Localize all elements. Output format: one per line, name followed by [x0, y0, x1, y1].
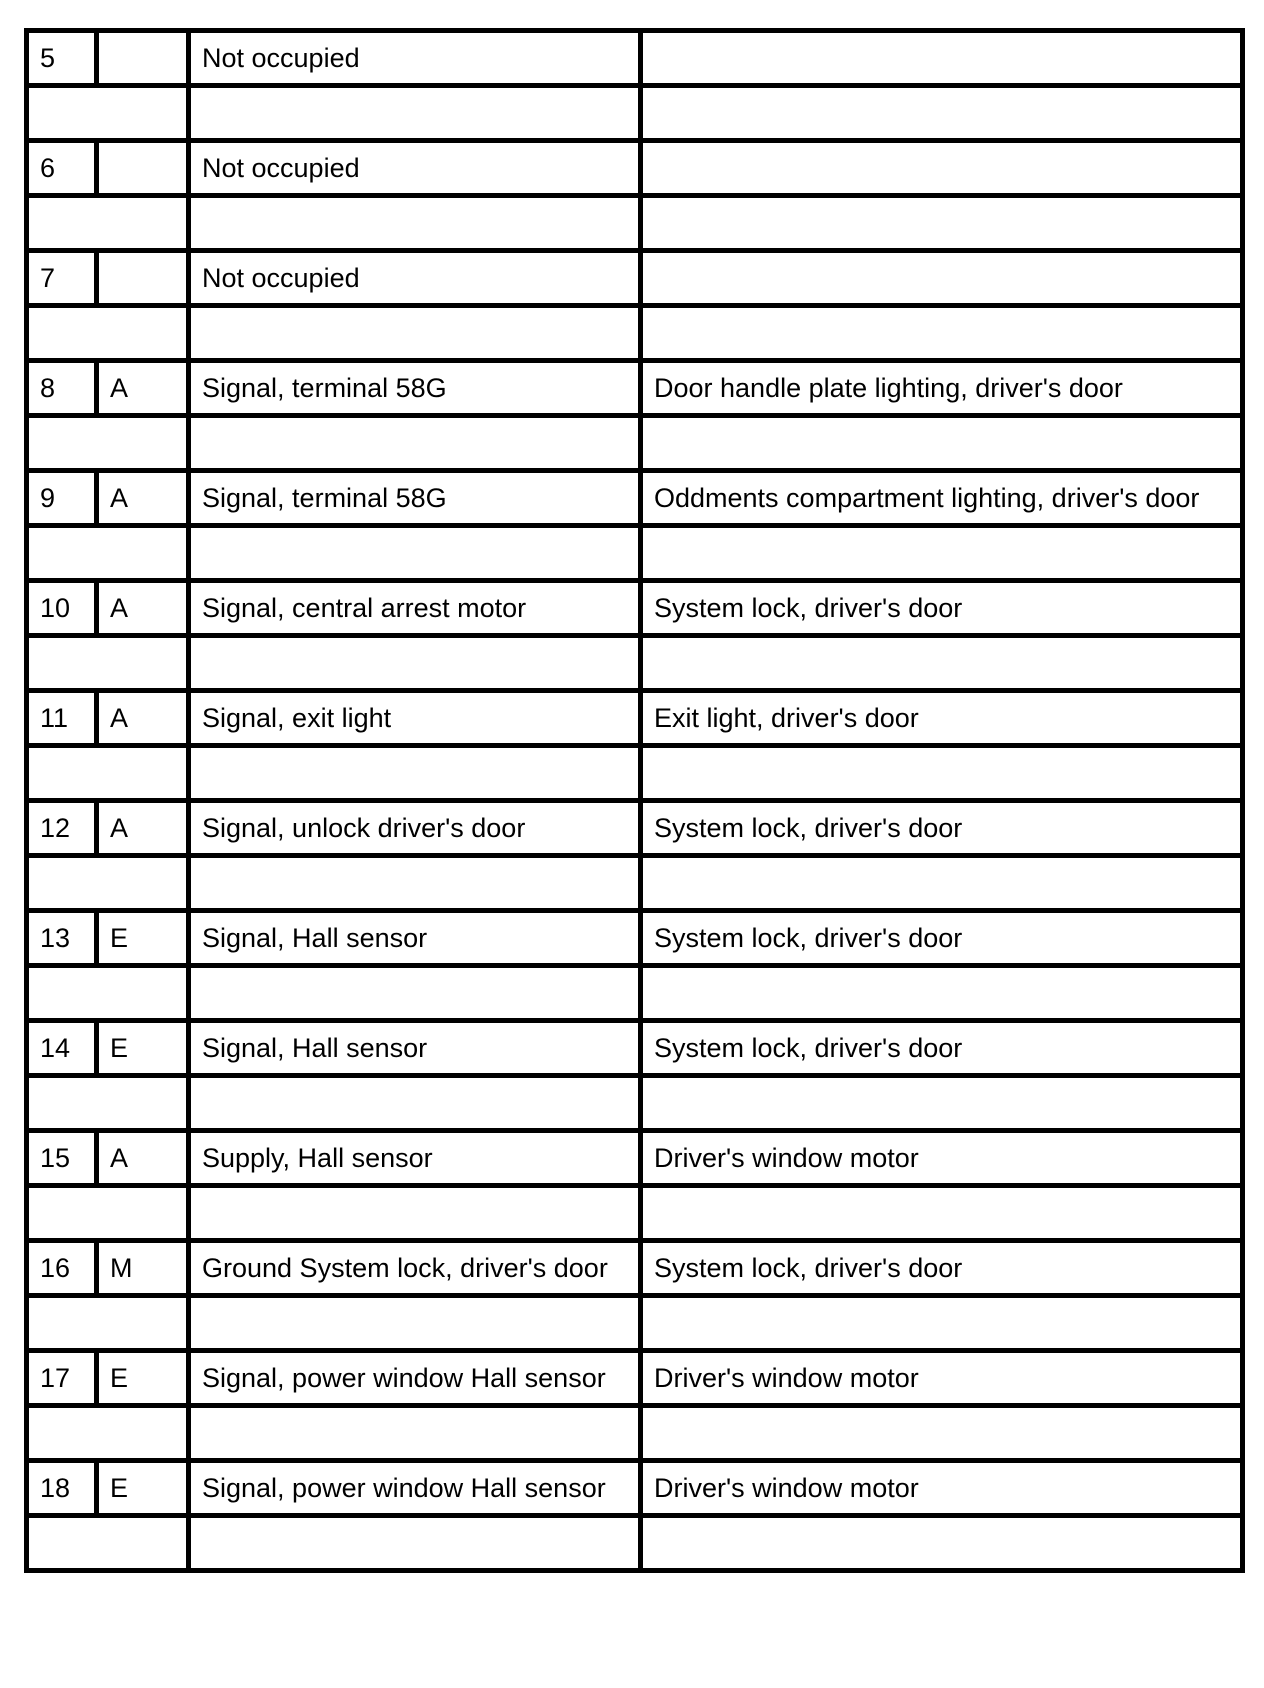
signal-cell: Supply, Hall sensor — [189, 1131, 641, 1186]
direction-cell: A — [97, 581, 189, 636]
component-cell: Driver's window motor — [641, 1351, 1243, 1406]
pin-number-cell: 18 — [27, 1461, 97, 1516]
spacer-cell — [641, 1406, 1243, 1461]
table-body — [27, 31, 1243, 1571]
table-row — [27, 1131, 1243, 1186]
component-cell: System lock, driver's door — [641, 1021, 1243, 1076]
spacer-cell — [641, 306, 1243, 361]
spacer-row — [27, 416, 1243, 471]
table-row — [27, 141, 1243, 196]
spacer-cell — [27, 966, 189, 1021]
spacer-cell — [189, 856, 641, 911]
spacer-cell — [189, 1186, 641, 1241]
component-cell: Door handle plate lighting, driver's door — [641, 361, 1243, 416]
spacer-row — [27, 1406, 1243, 1461]
spacer-cell — [27, 306, 189, 361]
spacer-row — [27, 1516, 1243, 1571]
component-cell: Oddments compartment lighting, driver's door — [641, 471, 1243, 526]
spacer-cell — [189, 526, 641, 581]
spacer-cell — [641, 1296, 1243, 1351]
spacer-row — [27, 856, 1243, 911]
spacer-cell — [189, 1406, 641, 1461]
signal-cell: Signal, central arrest motor — [189, 581, 641, 636]
spacer-cell — [189, 1296, 641, 1351]
component-cell: Driver's window motor — [641, 1461, 1243, 1516]
spacer-cell — [189, 636, 641, 691]
spacer-cell — [641, 196, 1243, 251]
component-cell — [641, 141, 1243, 196]
spacer-cell — [27, 196, 189, 251]
spacer-row — [27, 966, 1243, 1021]
pin-number-cell: 10 — [27, 581, 97, 636]
table-row — [27, 691, 1243, 746]
spacer-cell — [27, 1076, 189, 1131]
direction-cell — [97, 141, 189, 196]
spacer-row — [27, 1296, 1243, 1351]
pin-number-cell: 13 — [27, 911, 97, 966]
direction-cell: E — [97, 911, 189, 966]
spacer-cell — [189, 746, 641, 801]
spacer-row — [27, 636, 1243, 691]
spacer-row — [27, 1076, 1243, 1131]
direction-cell: E — [97, 1461, 189, 1516]
direction-cell: M — [97, 1241, 189, 1296]
pin-number-cell: 17 — [27, 1351, 97, 1406]
spacer-cell — [27, 636, 189, 691]
pin-assignment-table — [24, 28, 1245, 1573]
pin-number-cell: 6 — [27, 141, 97, 196]
direction-cell — [97, 251, 189, 306]
table-row — [27, 581, 1243, 636]
spacer-cell — [27, 1516, 189, 1571]
spacer-cell — [27, 416, 189, 471]
spacer-row — [27, 526, 1243, 581]
table-row — [27, 361, 1243, 416]
component-cell: System lock, driver's door — [641, 911, 1243, 966]
direction-cell: A — [97, 471, 189, 526]
component-cell: Exit light, driver's door — [641, 691, 1243, 746]
pin-number-cell: 16 — [27, 1241, 97, 1296]
table-row — [27, 471, 1243, 526]
spacer-cell — [189, 1516, 641, 1571]
spacer-row — [27, 1186, 1243, 1241]
direction-cell: E — [97, 1351, 189, 1406]
spacer-cell — [189, 306, 641, 361]
signal-cell: Signal, Hall sensor — [189, 1021, 641, 1076]
direction-cell: E — [97, 1021, 189, 1076]
component-cell: System lock, driver's door — [641, 801, 1243, 856]
table-row — [27, 1021, 1243, 1076]
spacer-cell — [27, 1296, 189, 1351]
component-cell — [641, 251, 1243, 306]
signal-cell: Signal, power window Hall sensor — [189, 1461, 641, 1516]
table-row — [27, 251, 1243, 306]
signal-cell: Signal, terminal 58G — [189, 361, 641, 416]
spacer-cell — [641, 856, 1243, 911]
spacer-cell — [27, 1406, 189, 1461]
spacer-cell — [189, 1076, 641, 1131]
table-row — [27, 911, 1243, 966]
table-row — [27, 31, 1243, 86]
spacer-cell — [189, 966, 641, 1021]
pin-number-cell: 5 — [27, 31, 97, 86]
pin-number-cell: 9 — [27, 471, 97, 526]
spacer-cell — [27, 1186, 189, 1241]
direction-cell: A — [97, 1131, 189, 1186]
spacer-cell — [641, 746, 1243, 801]
signal-cell: Signal, exit light — [189, 691, 641, 746]
pin-number-cell: 11 — [27, 691, 97, 746]
spacer-cell — [27, 856, 189, 911]
spacer-row — [27, 306, 1243, 361]
spacer-cell — [641, 966, 1243, 1021]
spacer-cell — [641, 1076, 1243, 1131]
signal-cell: Ground System lock, driver's door — [189, 1241, 641, 1296]
spacer-cell — [641, 1516, 1243, 1571]
direction-cell: A — [97, 691, 189, 746]
component-cell: System lock, driver's door — [641, 581, 1243, 636]
component-cell: Driver's window motor — [641, 1131, 1243, 1186]
spacer-cell — [27, 526, 189, 581]
component-cell — [641, 31, 1243, 86]
spacer-row — [27, 86, 1243, 141]
signal-cell: Not occupied — [189, 31, 641, 86]
signal-cell: Signal, Hall sensor — [189, 911, 641, 966]
signal-cell: Not occupied — [189, 141, 641, 196]
spacer-cell — [27, 86, 189, 141]
component-cell: System lock, driver's door — [641, 1241, 1243, 1296]
spacer-cell — [189, 416, 641, 471]
spacer-row — [27, 746, 1243, 801]
spacer-cell — [641, 1186, 1243, 1241]
spacer-cell — [641, 86, 1243, 141]
pin-number-cell: 8 — [27, 361, 97, 416]
direction-cell: A — [97, 361, 189, 416]
table-row — [27, 1241, 1243, 1296]
pin-number-cell: 7 — [27, 251, 97, 306]
table-row — [27, 1461, 1243, 1516]
spacer-cell — [27, 746, 189, 801]
table-row — [27, 801, 1243, 856]
spacer-cell — [189, 86, 641, 141]
signal-cell: Signal, power window Hall sensor — [189, 1351, 641, 1406]
direction-cell: A — [97, 801, 189, 856]
pin-number-cell: 15 — [27, 1131, 97, 1186]
spacer-cell — [189, 196, 641, 251]
direction-cell — [97, 31, 189, 86]
spacer-cell — [641, 526, 1243, 581]
pin-number-cell: 12 — [27, 801, 97, 856]
spacer-cell — [641, 636, 1243, 691]
table-row — [27, 1351, 1243, 1406]
signal-cell: Signal, terminal 58G — [189, 471, 641, 526]
signal-cell: Signal, unlock driver's door — [189, 801, 641, 856]
signal-cell: Not occupied — [189, 251, 641, 306]
spacer-row — [27, 196, 1243, 251]
pin-number-cell: 14 — [27, 1021, 97, 1076]
spacer-cell — [641, 416, 1243, 471]
